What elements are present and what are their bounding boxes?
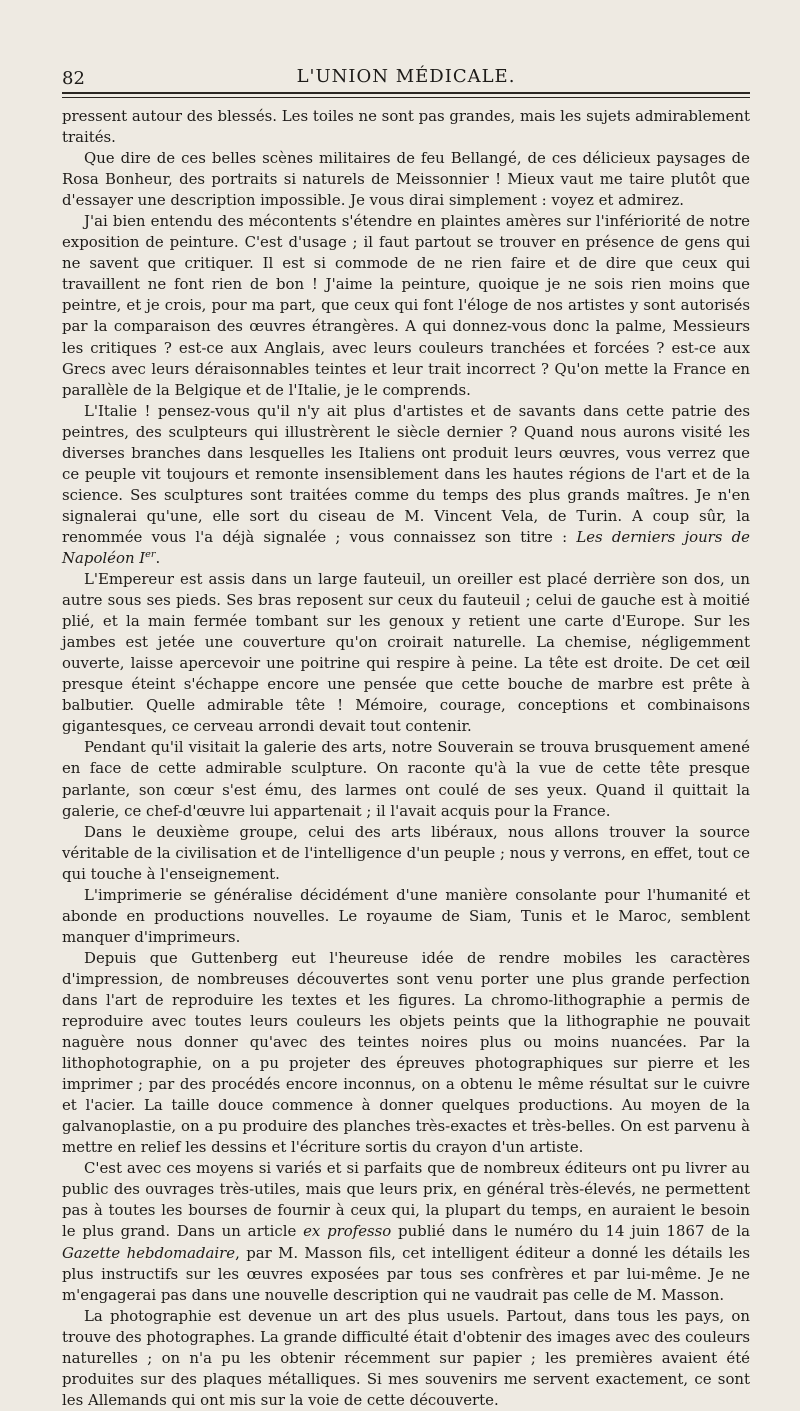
paragraph: Pendant qu'il visitait la galerie des arts, notre Souverain se trouva brusquement amené en face de cette admirable sculpture. On raconte qu'à la vue de cette tête presque parlante, son cœur s'est ému, des larmes ont coulé de ses yeux. Quand il quittait la galerie, ce chef-d'œuvre lui appartenait ; il l'avait acquis pour la France. <box>62 738 750 820</box>
latin-phrase: ex professo <box>303 1222 392 1241</box>
paragraph: L'imprimerie se généralise décidément d'une manière consolante pour l'humanité et abonde en productions nouvelles. Le royaume de Siam, Tunis et le Maroc, semblent manquer d'imprimeurs. <box>62 885 750 946</box>
paragraph: L'Empereur est assis dans un large fauteuil, un oreiller est placé derrière son dos, un autre sous ses pieds. Ses bras reposent sur ceux du fauteuil ; celui de gauche est à moitié plié, et la main fermée tombant sur les genoux y retient une carte d'Europe. Sur les jambes est jetée une couverture qu'on croirait naturelle. La chemise, négligemment ouverte, laisse apercevoir une poitrine qui respire à peine. La tête est droite. De cet œil presque éteint s'échappe encore une pensée que cette bouche de marbre est prête à balbutier. Quelle admirable tête ! Mémoire, courage, conceptions et combinaisons gigantesques, ce cerveau arrondi devait tout contenir. <box>62 570 750 736</box>
paragraph: L'Italie ! pensez-vous qu'il n'y ait plus d'artistes et de savants dans cette patrie des peintres, des sculpteurs qui illustrèrent le siècle dernier ? Quand nous aurons visité les diverses branches dans lesquelles les Italiens ont produit leurs œuvres, vous verrez que ce peuple vit toujours et remonte insensiblement dans les hautes régions de l'art et de la science. Ses sculptures sont traitées comme du temps des plus grands maîtres. Je n'en signalerai qu'une, elle sort du ciseau de M. Vincent Vela, de Turin. A coup sûr, la renommée vous l'a déjà signalée ; vous connaissez son titre : Les derniers jours de Napoléon Ier. <box>62 401 750 567</box>
paragraph: J'ai bien entendu des mécontents s'étendre en plaintes amères sur l'infériorité de notre exposition de peinture. C'est d'usage ; il faut partout se trouver en présence de gens qui ne savent que critiquer. Il est si commode de ne rien faire et de dire que ceux qui travaillent ne font rien de bon ! J'aime la peinture, quoique je ne sois rien moins que peintre, et je crois, pour ma part, que ceux qui font l'éloge de nos artistes y sont autorisés par la comparaison des œuvres étrangères. A qui donnez-vous donc la palme, Messieurs les critiques ? est-ce aux Anglais, avec leurs couleurs tranchées et forcées ? est-ce aux Grecs avec leurs déraisonnables teintes et leur trait incorrect ? Qu'on mette la France en parallèle de la Belgique et de l'Italie, je le comprends. <box>62 212 750 399</box>
page-header <box>62 64 750 92</box>
paragraph: pressent autour des blessés. Les toiles ne sont pas grandes, mais les sujets admirablement traités. <box>62 107 750 147</box>
journal-title: Gazette hebdomadaire <box>62 1243 236 1262</box>
page-number: 82 <box>62 68 85 89</box>
running-title: L'UNION MÉDICALE. <box>296 66 516 87</box>
paragraph: La photographie est devenue un art des plus usuels. Partout, dans tous les pays, on trouve des photographes. La grande difficulté était d'obtenir des images avec des couleurs naturelles ; on n'a pu les obtenir récemment sur papier ; les premières avaient été produites sur des plaques métalliques. Si mes souvenirs me servent exactement, ce sont les Allemands qui ont mis sur la voie de cette découverte. <box>62 1306 750 1409</box>
body-text <box>62 106 750 1411</box>
paragraph: Que dire de ces belles scènes militaires de feu Bellangé, de ces délicieux paysages de Rosa Bonheur, des portraits si naturels de Meissonnier ! Mieux vaut me taire plutôt que d'essayer une description impossible. Je vous dirai simplement : voyez et admirez. <box>62 149 750 210</box>
paragraph: C'est avec ces moyens si variés et si parfaits que de nombreux éditeurs ont pu livrer au public des ouvrages très-utiles, mais que leurs prix, en général très-élevés, ne permettent pas à toutes les bourses de fournir à ceux qui, la plupart du temps, en auraient le besoin le plus grand. Dans un article ex professo publié dans le numéro du 14 juin 1867 de la Gazette hebdomadaire, par M. Masson fils, cet intelligent éditeur a donné les détails les plus instructifs sur les œuvres exposées par tous ses confrères et par lui-même. Je ne m'engagerai pas dans une nouvelle description qui ne vaudrait pas celle de M. Masson. <box>62 1159 750 1304</box>
paragraph-text: C'est avec ces moyens si variés et si parfaits que de nombreux éditeurs ont pu livrer au public des ouvrages très-utiles, mais que leurs prix, en général très-élevés, ne permettent pas à toutes les bourses de fournir à ceux qui, la plupart du temps, en auraient le besoin le plus grand. Dans un article <box>62 1159 750 1241</box>
header-rule <box>62 92 750 96</box>
paragraph: Depuis que Guttenberg eut l'heureuse idée de rendre mobiles les caractères d'impression, de nombreuses découvertes sont venu porter une plus grande perfection dans l'art de reproduire les textes et les figures. La chromo-lithographie a permis de reproduire avec toutes leurs couleurs les objets peints que la lithographie ne pouvait naguère nous donner qu'avec des teintes noires plus ou moins nuancées. Par la lithophotographie, on a pu projeter des épreuves photographiques sur pierre et les imprimer ; par des procédés encore inconnus, on a obtenu le même résultat sur le cuivre et l'acier. La taille douce commence à donner quelques productions. Au moyen de la galvanoplastie, on a pu produire des planches très-exactes et très-belles. On est parvenu à mettre en relief les dessins et l'écriture sortis du crayon d'un artiste. <box>62 948 750 1157</box>
paragraph-text: L'Italie ! pensez-vous qu'il n'y ait plus d'artistes et de savants dans cette patrie des peintres, des sculpteurs qui illustrèrent le siècle dernier ? Quand nous aurons visité les diverses branches dans lesquelles les Italiens ont produit leurs œuvres, vous verrez que ce peuple vit toujours et remonte insensiblement dans les hautes régions de l'art et de la science. Ses sculptures sont traitées comme du temps des plus grands maîtres. Je n'en signalerai qu'une, elle sort du ciseau de M. Vincent Vela, de Turin. A coup sûr, la renommée vous l'a déjà signalée ; vous connaissez son titre : <box>62 401 750 546</box>
sculpture-title: Les derniers jours de Napoléon Ier <box>62 527 750 567</box>
paragraph: Dans le deuxième groupe, celui des arts libéraux, nous allons trouver la source véritable de la civilisation et de l'intelligence d'un peuple ; nous y verrons, en effet, tout ce qui touche à l'enseignement. <box>62 822 750 883</box>
